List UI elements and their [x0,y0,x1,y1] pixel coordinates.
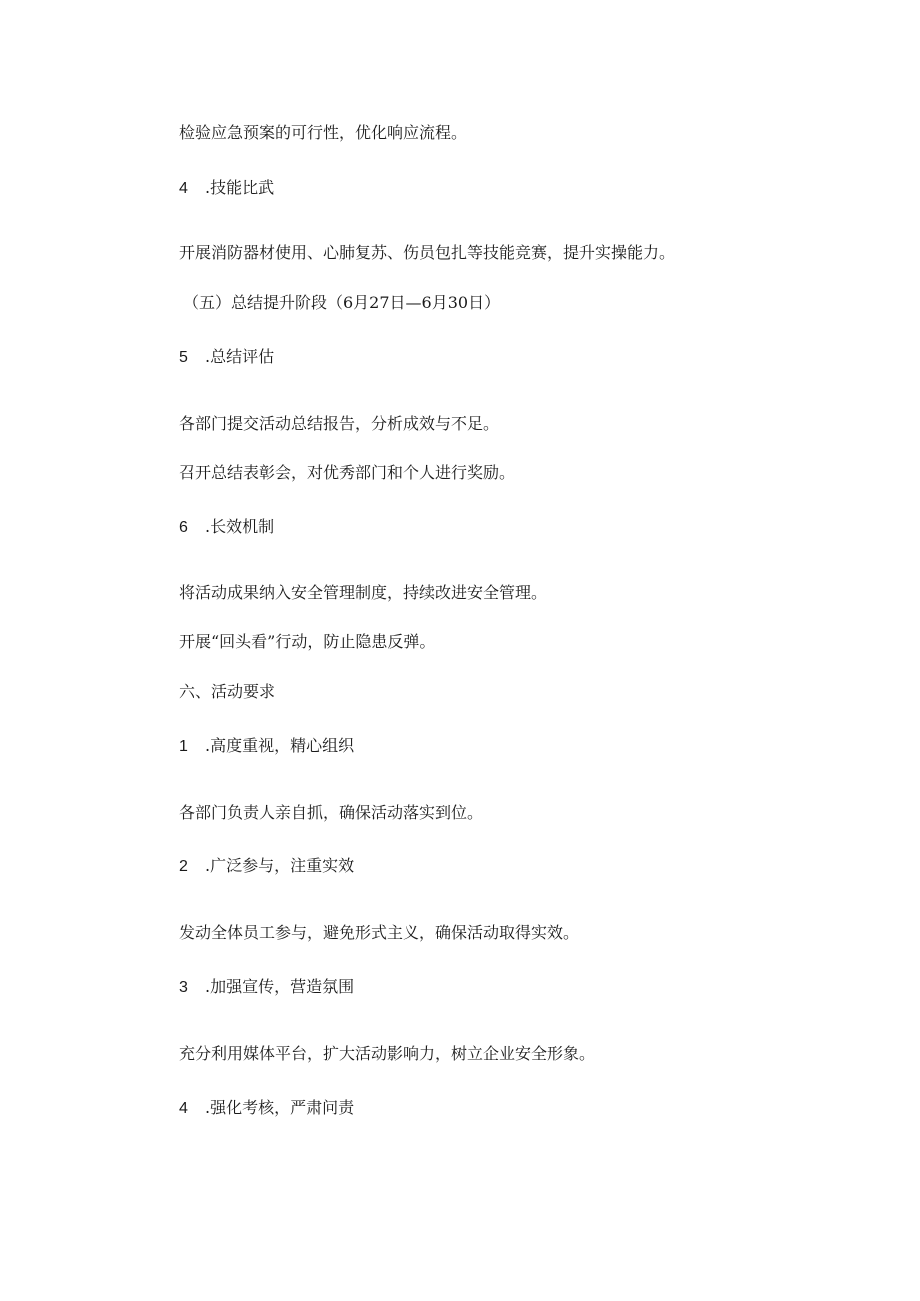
heading-number: 4 [179,180,188,197]
paragraph-look-back: 开展“回头看”行动，防止隐患反弹。 [179,632,436,651]
heading-text: .高度重视，精心组织 [205,736,355,755]
heading-text: .强化考核，严肃问责 [205,1098,355,1117]
heading-skill-competition [179,178,274,199]
heading-requirement-3 [179,977,354,998]
paragraph-summary-report: 各部门提交活动总结报告，分析成效与不足。 [179,414,500,433]
heading-number: 3 [179,979,188,996]
paragraph-drill-purpose: 检验应急预案的可行性，优化响应流程。 [179,123,468,142]
paragraph-requirement-2: 发动全体员工参与，避免形式主义，确保活动取得实效。 [179,923,580,942]
heading-number: 5 [179,349,188,366]
heading-number: 1 [179,738,188,755]
section-heading-requirements: 六、活动要求 [179,682,276,701]
paragraph-commendation-meeting: 召开总结表彰会，对优秀部门和个人进行奖励。 [179,463,516,482]
paragraph-requirement-3: 充分利用媒体平台，扩大活动影响力，树立企业安全形象。 [179,1044,596,1063]
heading-text: .总结评估 [205,347,275,366]
heading-requirement-2 [179,856,354,877]
paragraph-incorporate-results: 将活动成果纳入安全管理制度，持续改进安全管理。 [179,583,548,602]
heading-number: 2 [179,858,188,875]
heading-text: .长效机制 [205,517,275,536]
heading-requirement-1 [179,736,354,757]
heading-requirement-4 [179,1098,354,1119]
paragraph-skill-competition: 开展消防器材使用、心肺复苏、伤员包扎等技能竞赛，提升实操能力。 [179,243,676,262]
heading-text: .广泛参与，注重实效 [205,856,355,875]
paragraph-requirement-1: 各部门负责人亲自抓，确保活动落实到位。 [179,803,484,822]
heading-number: 4 [179,1100,188,1117]
section-heading-summary-stage: （五）总结提升阶段（6月27日—6月30日） [183,293,501,312]
heading-number: 6 [179,519,188,536]
heading-text: .技能比武 [205,178,275,197]
heading-long-term-mechanism [179,517,274,538]
heading-text: .加强宣传，营造氛围 [205,977,355,996]
heading-summary-evaluation [179,347,274,368]
